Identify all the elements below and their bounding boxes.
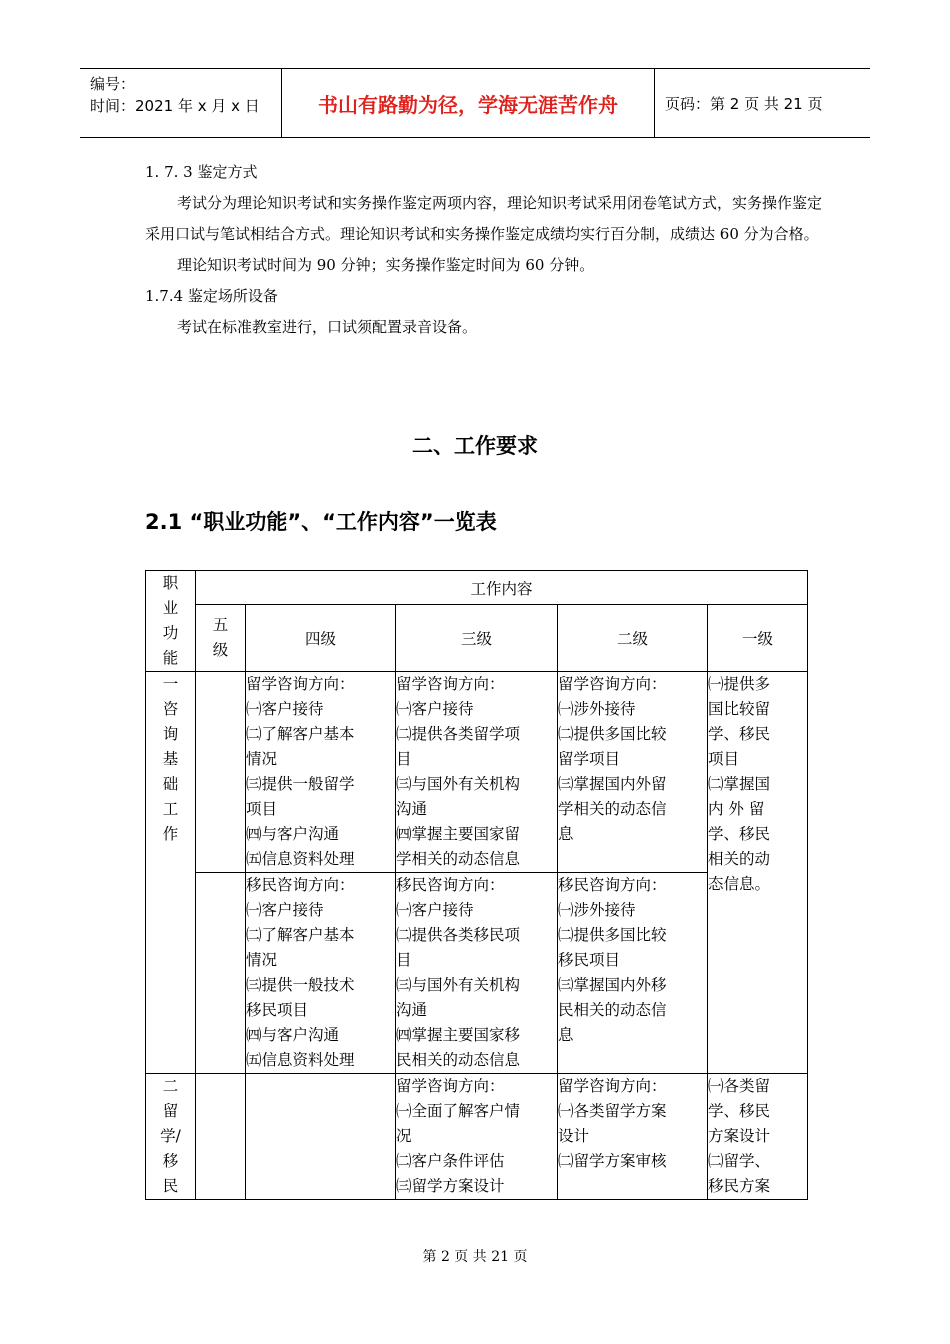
- section-title-1-7-3: 1. 7. 3 鉴定方式: [145, 163, 258, 181]
- function-consulting-basic: 一 咨 询 基 础 工 作: [146, 672, 196, 1074]
- header-level-4: 四级: [246, 605, 396, 672]
- page-footer: 第 2 页 共 21 页: [422, 1249, 528, 1265]
- header-level-2: 二级: [558, 605, 708, 672]
- level3-study-abroad: 留学咨询方向： ㈠客户接待 ㈡提供各类留学项 目 ㈢与国外有关机构 沟通 ㈣掌握主要国家留 学相关的动态信息: [396, 672, 558, 873]
- number-label: 编号：: [90, 75, 136, 93]
- level2-immigration: 移民咨询方向： ㈠涉外接待 ㈡提供多国比较 移民项目 ㈢掌握国内外移 民相关的动态信 息: [558, 873, 708, 1074]
- time-label: 时间：2021 年 x 月 x 日: [90, 97, 260, 115]
- level2-plan: 留学咨询方向： ㈠各类留学方案 设计 ㈡留学方案审核: [558, 1074, 708, 1200]
- header-level-3: 三级: [396, 605, 558, 672]
- header-level-5: 五 级: [196, 605, 246, 672]
- section-body: [145, 157, 825, 343]
- level4-cell-2: [246, 1074, 396, 1200]
- chapter-title: 二、工作要求: [412, 434, 538, 458]
- paragraph-exam-method: 考试分为理论知识考试和实务操作鉴定两项内容，理论知识考试采用闭卷笔试方式，实务操作鉴定采用口试与笔试相结合方式。理论知识考试和实务操作鉴定成绩均实行百分制，成绩达 60 分为合格。: [145, 194, 823, 243]
- paragraph-exam-venue: 考试在标准教室进行，口试须配置录音设备。: [177, 318, 478, 336]
- work-content-table: [145, 570, 808, 1200]
- level1-plan: ㈠各类留 学、移民 方案设计 ㈡留学、 移民方案: [708, 1074, 808, 1200]
- header-page-label: 页码：第 2 页 共 21 页: [665, 94, 823, 113]
- header-motto: 书山有路勤为径，学海无涯苦作舟: [282, 69, 655, 137]
- header-level-1: 一级: [708, 605, 808, 672]
- level1-consulting: ㈠提供多 国比较留 学、移民 项目 ㈡掌握国 内 外 留 学、移民 相关的动 态信息。: [708, 672, 808, 1074]
- level3-plan: 留学咨询方向： ㈠全面了解客户情 况 ㈡客户条件评估 ㈢留学方案设计: [396, 1074, 558, 1200]
- section-title-1-7-4: 1.7.4 鉴定场所设备: [145, 287, 278, 305]
- level4-study-abroad: 留学咨询方向： ㈠客户接待 ㈡了解客户基本 情况 ㈢提供一般留学 项目 ㈣与客户沟通 ㈤信息资料处理: [246, 672, 396, 873]
- header-work-content: 工作内容: [196, 571, 808, 605]
- table-title: 2.1 “职业功能”、“工作内容”一览表: [145, 510, 497, 534]
- header-left: [80, 69, 282, 137]
- level5-cell-2: [196, 1074, 246, 1200]
- page-header: [80, 68, 870, 138]
- level5-cell-1a: [196, 672, 246, 873]
- level2-study-abroad: 留学咨询方向： ㈠涉外接待 ㈡提供多国比较 留学项目 ㈢掌握国内外留 学相关的动态信 息: [558, 672, 708, 873]
- level5-cell-1b: [196, 873, 246, 1074]
- header-function-cell: 职 业 功 能: [146, 571, 196, 672]
- level3-immigration: 移民咨询方向： ㈠客户接待 ㈡提供各类移民项 目 ㈢与国外有关机构 沟通 ㈣掌握主要国家移 民相关的动态信息: [396, 873, 558, 1074]
- level4-immigration: 移民咨询方向： ㈠客户接待 ㈡了解客户基本 情况 ㈢提供一般技术 移民项目 ㈣与客户沟通 ㈤信息资料处理: [246, 873, 396, 1074]
- function-study-immigration: 二 留 学/ 移 民: [146, 1074, 196, 1200]
- paragraph-exam-time: 理论知识考试时间为 90 分钟；实务操作鉴定时间为 60 分钟。: [177, 256, 595, 274]
